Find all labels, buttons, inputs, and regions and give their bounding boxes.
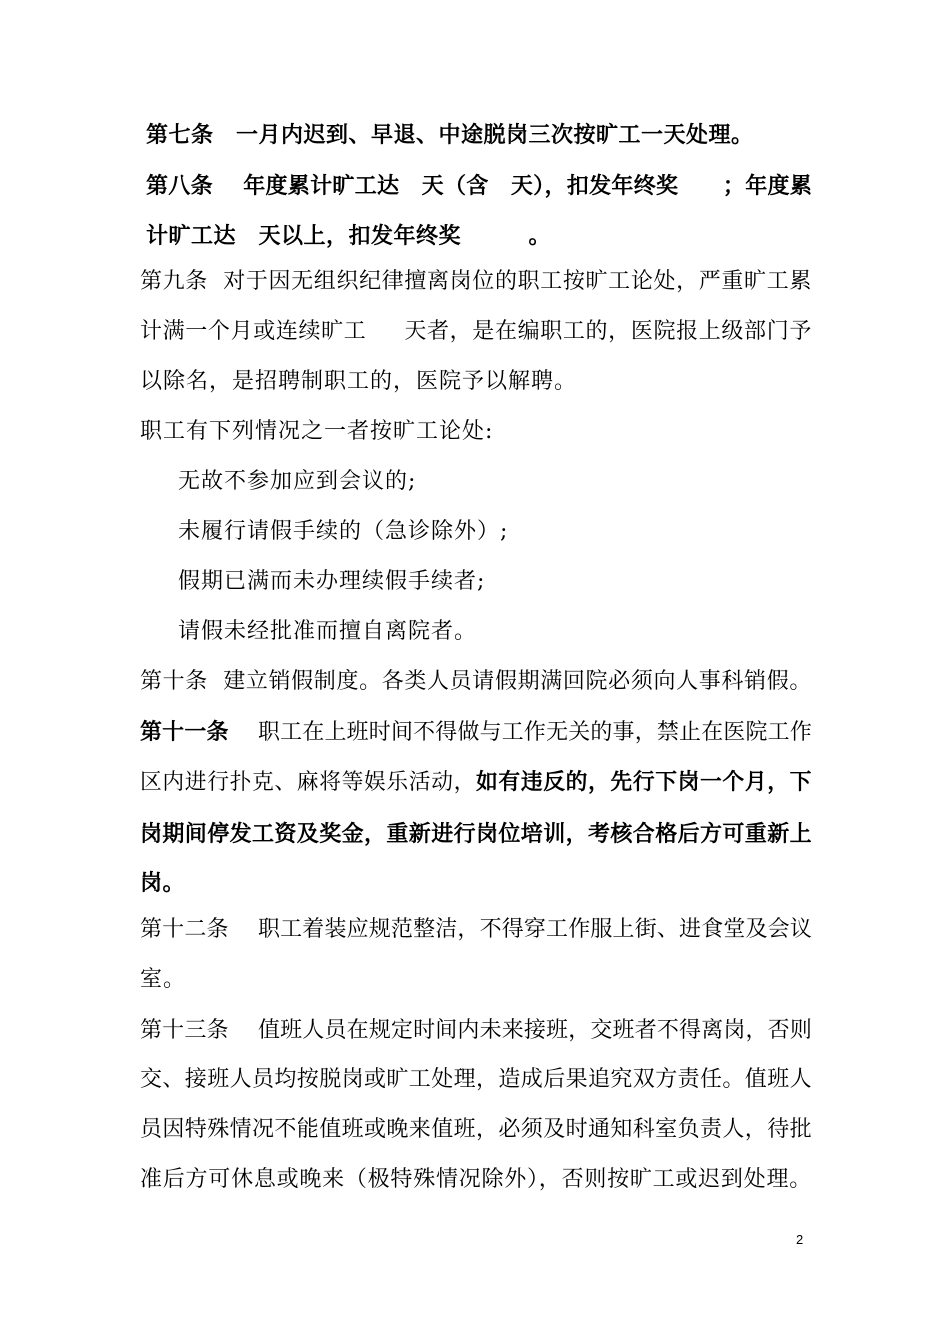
absence-item: 假期已满而未办理续假手续者; [178, 569, 486, 594]
absence-item: 请假未经批准而擅自离院者。 [178, 619, 478, 644]
article-13-line-1: 第十三条 值班人员在规定时间内未来接班，交班者不得离岗，否则 [140, 1018, 812, 1043]
article-10: 第十条 建立销假制度。各类人员请假期满回院必须向人事科销假。 [140, 669, 812, 694]
page-number: 2 [796, 1232, 804, 1247]
article-9-line-2: 计满一个月或连续旷工 天者，是在编职工的，医院报上级部门予 [140, 319, 812, 344]
article-9-line-1: 第九条 对于因无组织纪律擅离岗位的职工按旷工论处，严重旷工累 [140, 269, 812, 294]
article-11-line-2 [140, 768, 812, 798]
article-12-line-2: 室。 [140, 967, 187, 992]
article-13-line-2: 交、接班人员均按脱岗或旷工处理，造成后果追究双方责任。值班人 [140, 1067, 813, 1092]
article-8-line-2: 计旷工达 天以上，扣发年终奖 。 [146, 224, 552, 249]
article-13-line-3: 员因特殊情况不能值班或晚来值班，必须及时通知科室负责人，待批 [140, 1117, 813, 1142]
absence-item: 未履行请假手续的（急诊除外）; [178, 519, 509, 544]
article-12-line-1: 第十二条 职工着装应规范整洁，不得穿工作服上街、进食堂及会议 [140, 917, 812, 942]
article-7: 第七条 一月内迟到、早退、中途脱岗三次按旷工一天处理。 [146, 123, 754, 148]
article-8-line-1: 第八条 年度累计旷工达 天（含 天），扣发年终奖 ；年度累 [146, 174, 813, 199]
article-13-line-4: 准后方可休息或晚来（极特殊情况除外），否则按旷工或迟到处理。 [140, 1167, 813, 1192]
article-11-line-2-normal: 区内进行扑克、麻将等娱乐活动， [140, 770, 477, 795]
absence-item: 无故不参加应到会议的; [178, 469, 417, 494]
article-9-line-3: 以除名，是招聘制职工的，医院予以解聘。 [140, 369, 578, 394]
article-11-line-1 [140, 718, 812, 748]
article-11-label: 第十一条 [140, 720, 229, 745]
article-11-line-2-bold: 如有违反的，先行下岗一个月，下 [476, 770, 813, 795]
article-11-line-1-text: 职工在上班时间不得做与工作无关的事，禁止在医院工作 [228, 720, 812, 745]
absence-intro: 职工有下列情况之一者按旷工论处: [140, 419, 494, 444]
article-11-line-3: 岗期间停发工资及奖金，重新进行岗位培训，考核合格后方可重新上 [140, 822, 813, 847]
article-11-line-4: 岗。 [140, 871, 186, 896]
